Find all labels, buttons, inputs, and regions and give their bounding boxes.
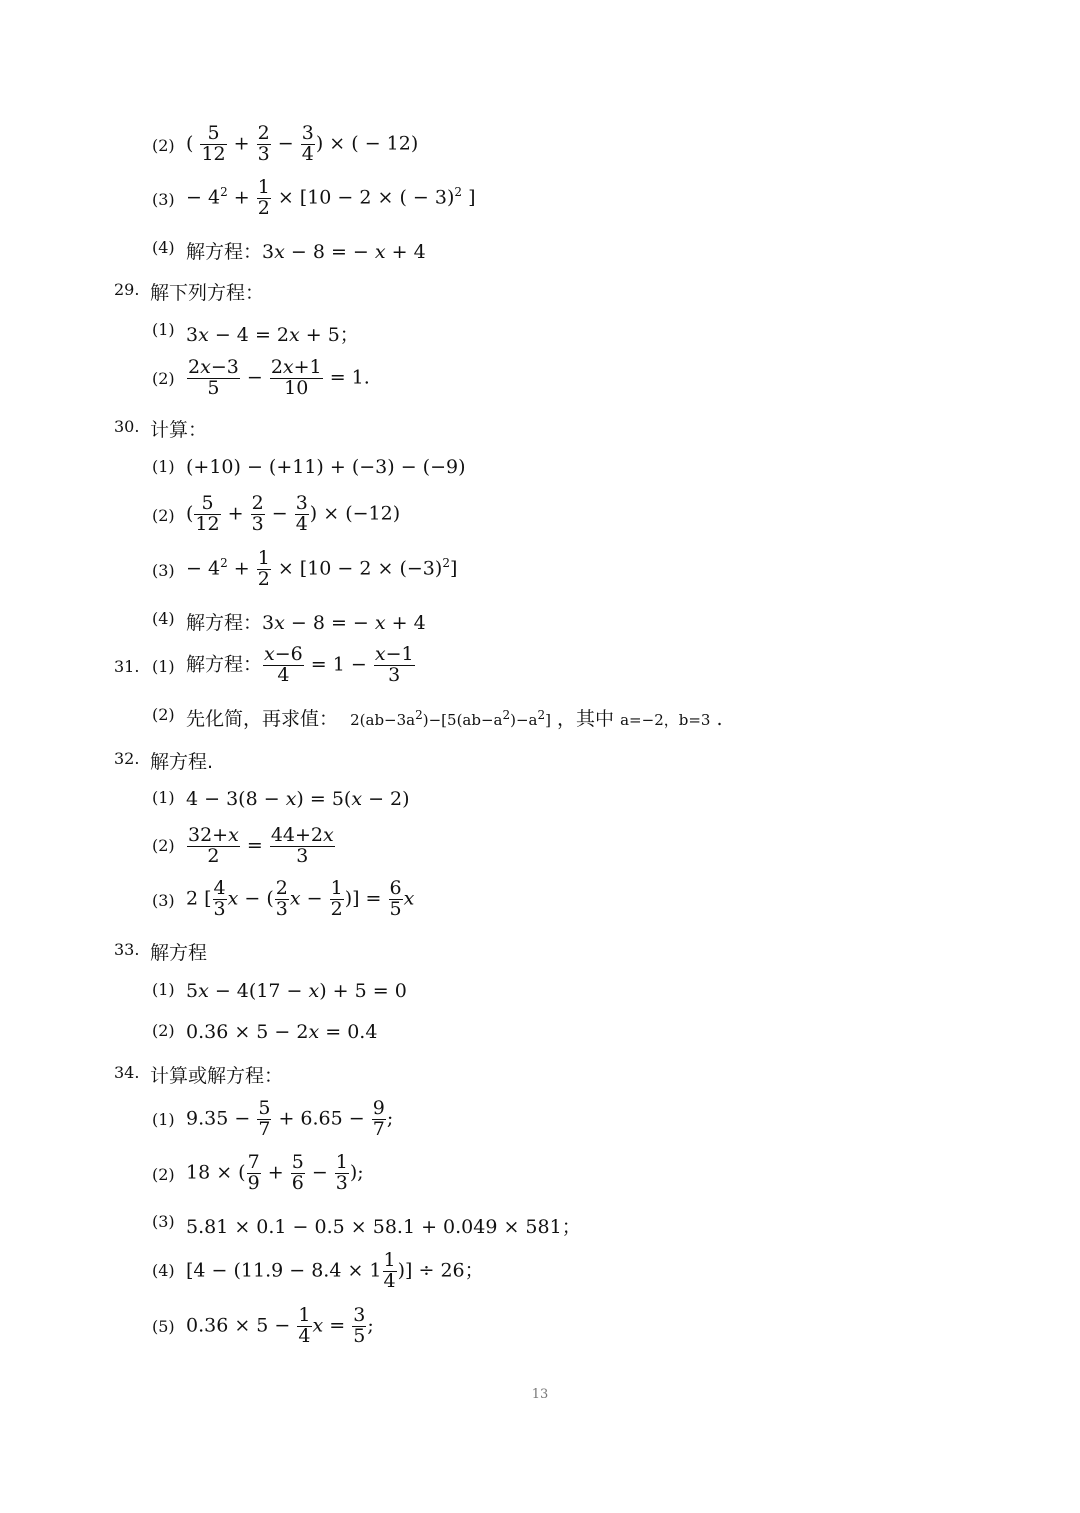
question-number: 31. [114, 657, 140, 676]
item-label: (3) [152, 891, 175, 910]
expression: 0.36 × 5 − $\frac{1}{4}$ x = $\frac{3}{5}$ ; [186, 1304, 374, 1347]
question-number: 34. [114, 1063, 140, 1082]
expression: 4 − 3(8 − x) = 5(x − 2) [186, 788, 410, 810]
item-label: (3) [152, 190, 175, 209]
solve-prefix: 解方程： [186, 241, 263, 263]
fraction: $\frac{3}{4}$ [295, 492, 308, 535]
expression: 5x − 4(17 − x) + 5 = 0 [186, 980, 407, 1002]
fraction: $\frac{3}{4}$ [301, 122, 314, 165]
fraction: $\frac{1}{4}$ [383, 1249, 396, 1292]
solve-prefix: 解方程： [186, 612, 263, 634]
expression: 3x − 4 = 2x + 5； [186, 324, 359, 346]
where-text: ，其中 [557, 708, 615, 730]
expression: $\frac{32+x}{2}$ = $\frac{44+2x}{3}$ [188, 824, 334, 867]
fraction: $\frac{6}{5}$ [389, 877, 402, 920]
item-label: (2) [152, 1165, 175, 1184]
fraction: $\frac{2}{3}$ [251, 492, 264, 535]
fraction: $\frac{5}{12}$ [195, 492, 220, 535]
expression: − $4^2$ + $\frac{1}{2}$ × [10 − 2 × ( − 3)$^2$ ] [186, 176, 476, 219]
fraction: $\frac{1}{3}$ [335, 1151, 348, 1194]
fraction: $\frac{5}{7}$ [258, 1097, 271, 1140]
fraction: $\frac{1}{2}$ [257, 176, 270, 219]
item-label: (2) [152, 136, 175, 155]
question-title: 解下列方程： [150, 282, 265, 304]
fraction: $\frac{2x+1}{10}$ [270, 356, 322, 399]
fraction: $\frac{5}{6}$ [291, 1151, 304, 1194]
item-label: (2) [152, 705, 175, 724]
fraction: $\frac{1}{2}$ [330, 877, 343, 920]
period: . [716, 708, 723, 730]
item-label: (2) [152, 836, 175, 855]
fraction: $\frac{32+x}{2}$ [188, 824, 239, 867]
item-label: (4) [152, 609, 175, 628]
page-number: 13 [531, 1387, 549, 1402]
item-label: (5) [152, 1317, 175, 1336]
fraction: $\frac{2x-3}{5}$ [188, 356, 239, 399]
item-label: (1) [152, 320, 175, 339]
item-label: (1) [152, 1110, 175, 1129]
question-number: 30. [114, 417, 140, 436]
expression: 解方程： $\frac{x-6}{4}$ = 1 − $\frac{x-1}{3}$ [186, 643, 414, 686]
fraction: $\frac{7}{9}$ [247, 1151, 260, 1194]
question-title: 计算或解方程： [150, 1065, 284, 1087]
expression: [4 − (11.9 − 8.4 × 1 $\frac{1}{4}$ )] ÷ 26； [186, 1249, 484, 1292]
expression: 解方程：3x − 8 = − x + 4 [186, 241, 426, 263]
item-label: (4) [152, 1261, 175, 1280]
fraction: $\frac{5}{12}$ [201, 122, 226, 165]
expression: 0.36 × 5 − 2x = 0.4 [186, 1021, 378, 1043]
item-label: (1) [152, 788, 175, 807]
fraction: $\frac{44+2x}{3}$ [270, 824, 334, 867]
expression: 5.81 × 0.1 − 0.5 × 58.1 + 0.049 × 581； [186, 1216, 581, 1238]
expression: 2 [ $\frac{4}{3}$ x − ( $\frac{2}{3}$ x − $\frac{1}{2}$ )] = $\frac{6}{5}$ x [186, 877, 415, 920]
item-label: (2) [152, 369, 175, 388]
question-number: 29. [114, 280, 140, 299]
expression: 9.35 − $\frac{5}{7}$ + 6.65 − $\frac{9}{7}$ ; [186, 1097, 394, 1140]
item-label: (1) [152, 657, 175, 676]
solve-prefix: 解方程： [186, 653, 263, 676]
expression: (+10) − (+11) + (−3) − (−9) [186, 456, 466, 478]
fraction: $\frac{x-6}{4}$ [264, 643, 303, 686]
expression: 解方程：3x − 8 = − x + 4 [186, 612, 426, 634]
item-label: (1) [152, 457, 175, 476]
expression: 18 × ( $\frac{7}{9}$ + $\frac{5}{6}$ − $\frac{1}{3}$ ); [186, 1151, 364, 1194]
question-number: 33. [114, 940, 140, 959]
item-label: (3) [152, 561, 175, 580]
question-number: 32. [114, 749, 140, 768]
item-label: (2) [152, 506, 175, 525]
item-label: (3) [152, 1212, 175, 1231]
question-title: 解方程 [150, 942, 208, 964]
fraction: $\frac{3}{5}$ [353, 1304, 366, 1347]
fraction: $\frac{4}{3}$ [213, 877, 226, 920]
expression: ( $\frac{5}{12}$ + $\frac{2}{3}$ − $\frac{3}{4}$ ) × ( − 12) [186, 122, 419, 165]
question-title: 计算： [150, 419, 208, 441]
expression: − $4^2$ + $\frac{1}{2}$ × $[10 - 2 \times (-3)^2]$ [186, 547, 458, 590]
expression: ( $\frac{5}{12}$ + $\frac{2}{3}$ − $\frac{3}{4}$ ) × (−12) [186, 492, 401, 535]
simplify-prefix: 先化简，再求值： [186, 708, 339, 730]
fraction: $\frac{1}{2}$ [257, 547, 270, 590]
values-text: a=−2，b=3 [620, 711, 711, 729]
item-label: (2) [152, 1021, 175, 1040]
fraction: $\frac{2}{3}$ [257, 122, 270, 165]
expression: 先化简，再求值： $2(ab-3a^2)-[5(ab-a^2)-a^2]$ ，其中 a=−2，b=3 . [186, 708, 723, 730]
fraction: $\frac{2}{3}$ [275, 877, 288, 920]
expression: $\frac{2x-3}{5}$ − $\frac{2x+1}{10}$ = 1. [188, 356, 370, 399]
question-title: 解方程. [150, 751, 214, 773]
fraction: $\frac{9}{7}$ [372, 1097, 385, 1140]
fraction: $\frac{1}{4}$ [298, 1304, 311, 1347]
fraction: $\frac{x-1}{3}$ [374, 643, 414, 686]
item-label: (4) [152, 238, 175, 257]
item-label: (1) [152, 980, 175, 999]
